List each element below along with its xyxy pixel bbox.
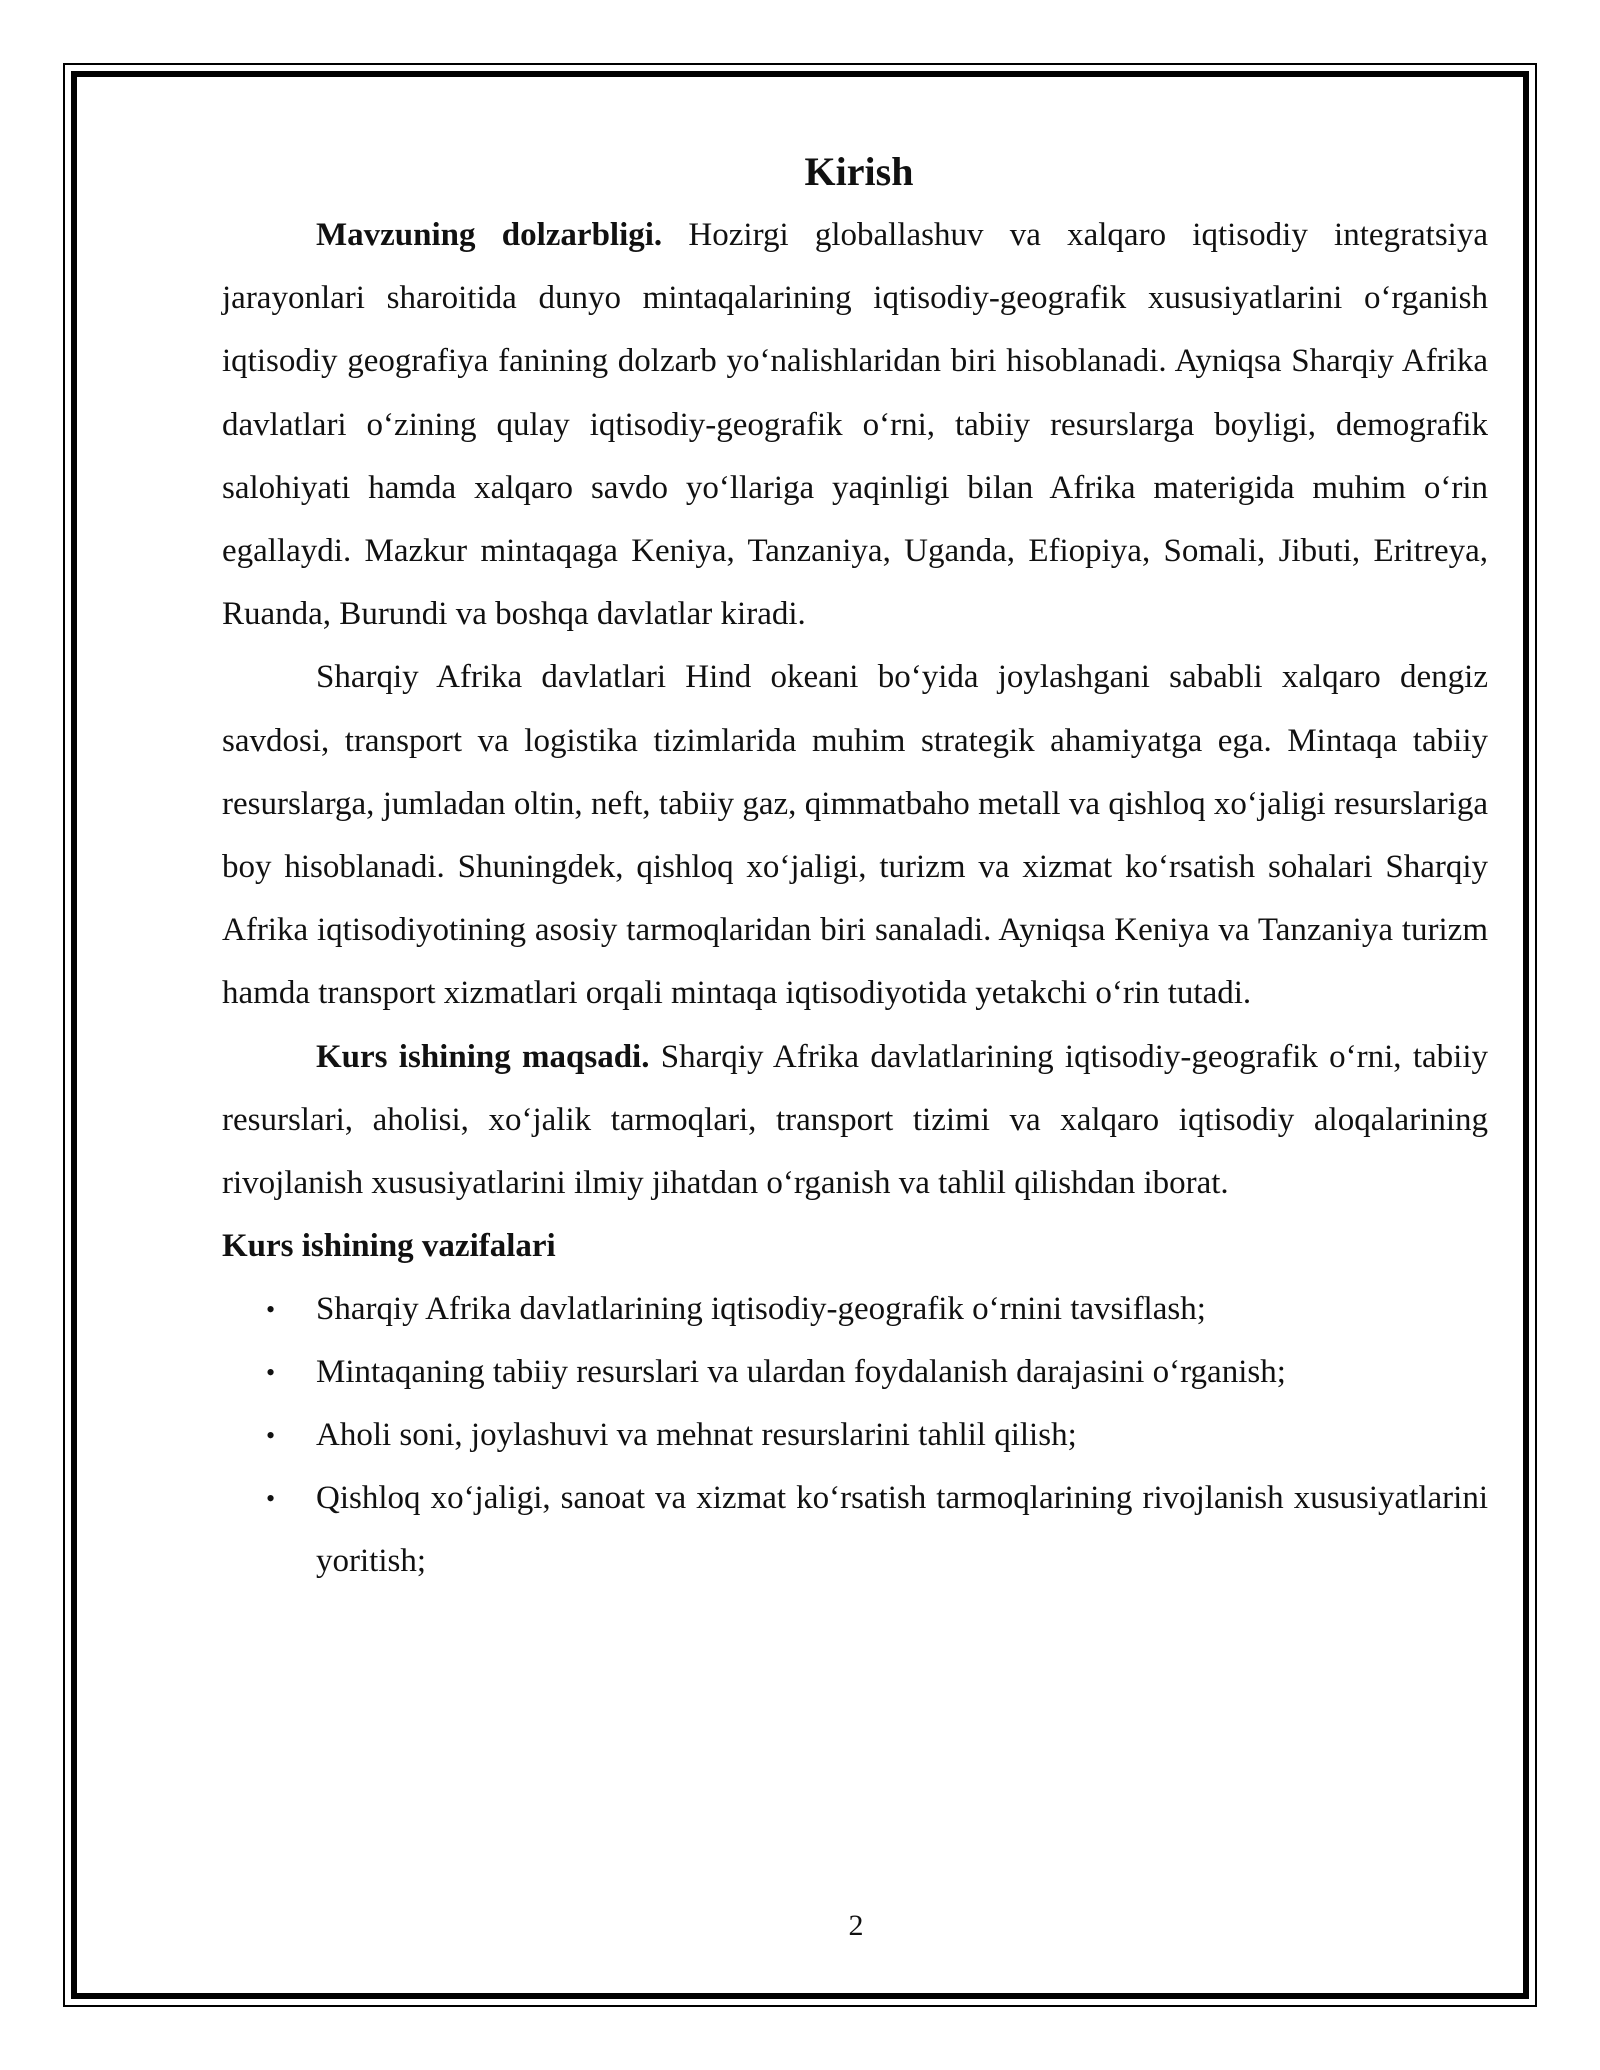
paragraph-lead: Kurs ishining maqsadi. (316, 1038, 650, 1075)
paragraph-text: Sharqiy Afrika davlatlari Hind okeani bo‘yida joylashgani sababli xalqaro dengiz savdosi, transport va logistika tizimlarida muhim strategik ahamiyatga ega. Mintaqa tabiiy resurslarga, jumladan oltin, neft, tabiiy gaz, qimmatbaho metall va qishloq xo‘jaligi resurslariga boy hisoblanadi. Shuningdek, qishloq xo‘jaligi, turizm va xizmat ko‘rsatish sohalari Sharqiy Afrika iqtisodiyotining asosiy tarmoqlaridan biri sanaladi. Ayniqsa Keniya va Tanzaniya turizm hamda transport xizmatlari orqali mintaqa iqtisodiyotida yetakchi o‘rin tutadi. (222, 659, 1488, 1012)
paragraph-east-africa (222, 646, 1488, 1025)
tasks-heading: Kurs ishining vazifalari (222, 1228, 556, 1265)
bullet-icon: • (266, 1358, 276, 1388)
page-content (222, 140, 1488, 1593)
list-item (222, 1467, 1488, 1593)
tasks-list (222, 1278, 1488, 1593)
list-item-text: Aholi soni, joylashuvi va mehnat resurslarini tahlil qilish; (316, 1417, 1077, 1454)
list-item-text: Mintaqaning tabiiy resurslari va ulardan foydalanish darajasini o‘rganish; (316, 1354, 1286, 1391)
list-item (222, 1278, 1488, 1341)
list-item (222, 1404, 1488, 1467)
bullet-icon: • (266, 1295, 276, 1325)
paragraph-relevance (222, 204, 1488, 646)
list-item-text: Qishloq xo‘jaligi, sanoat va xizmat ko‘rsatish tarmoqlarining rivojlanish xususiyatlarini yoritish; (316, 1480, 1488, 1580)
paragraph-text: Hozirgi globallashuv va xalqaro iqtisodiy integratsiya jarayonlari sharoitida dunyo mintaqalarining iqtisodiy-geografik xususiyatlarini o‘rganish iqtisodiy geografiya fanining dolzarb yo‘nalishlaridan biri hisoblanadi. Ayniqsa Sharqiy Afrika davlatlari o‘zining qulay iqtisodiy-geografik o‘rni, tabiiy resurslarga boyligi, demografik salohiyati hamda xalqaro savdo yo‘llariga yaqinligi bilan Afrika materigida muhim o‘rin egallaydi. Mazkur mintaqaga Keniya, Tanzaniya, Uganda, Efiopiya, Somali, Jibuti, Eritreya, Ruanda, Burundi va boshqa davlatlar kiradi. (222, 217, 1488, 633)
document-title: Kirish (804, 149, 914, 194)
paragraph-text: Sharqiy Afrika davlatlarining iqtisodiy-geografik o‘rni, tabiiy resurslari, aholisi, xo‘jalik tarmoqlari, transport tizimi va xalqaro iqtisodiy aloqalarining rivojlanish xususiyatlarini ilmiy jihatdan o‘rganish va tahlil qilishdan iborat. (222, 1038, 1489, 1202)
bullet-icon: • (266, 1484, 276, 1514)
paragraph-goal (222, 1026, 1488, 1216)
paragraph-lead: Mavzuning dolzarbligi. (316, 217, 663, 253)
list-item (222, 1341, 1488, 1404)
bullet-icon: • (266, 1421, 276, 1451)
page-number: 2 (848, 1909, 864, 1942)
list-item-text: Sharqiy Afrika davlatlarining iqtisodiy-geografik o‘rnini tavsiflash; (316, 1291, 1206, 1328)
